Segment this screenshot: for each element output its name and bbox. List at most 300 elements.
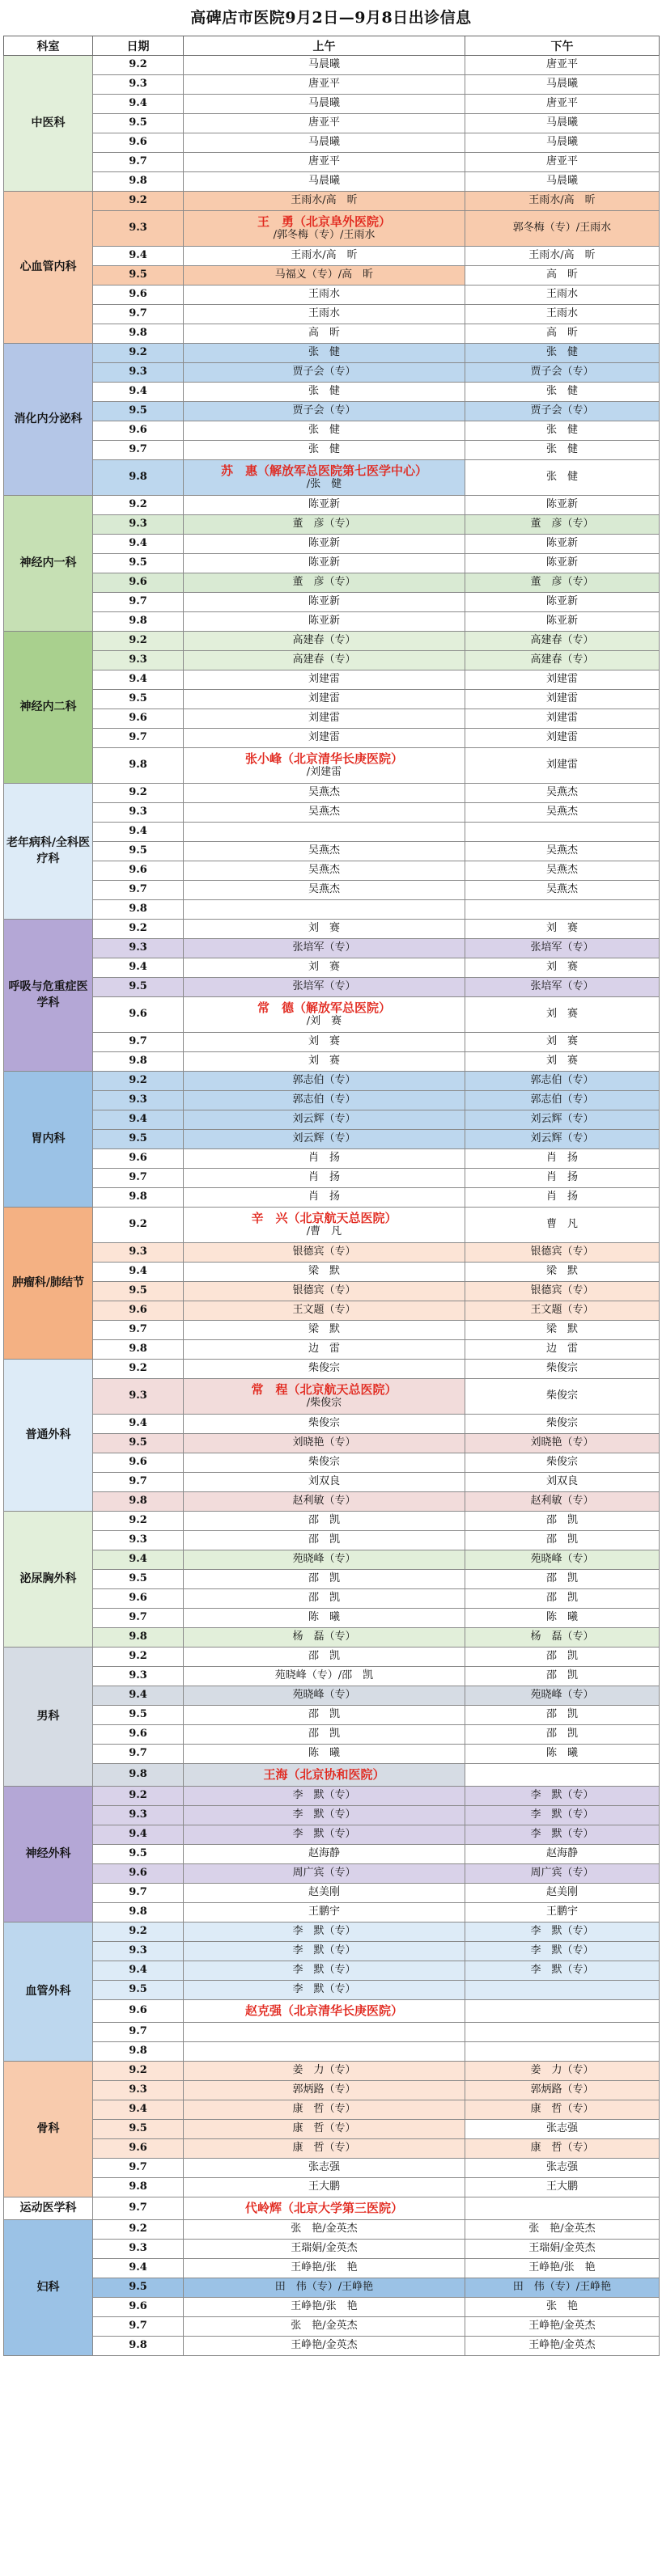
- table-row: [4, 1942, 660, 1961]
- afternoon-cell: 王雨水: [465, 305, 660, 324]
- date-cell: 9.4: [93, 1686, 184, 1706]
- date-cell: 9.6: [93, 133, 184, 153]
- afternoon-cell: 张志强: [465, 2120, 660, 2139]
- table-row: [4, 2240, 660, 2259]
- morning-cell: [184, 383, 465, 402]
- morning-doctor-text: /刘建雷: [306, 765, 342, 778]
- table-row: [4, 1825, 660, 1845]
- afternoon-cell: [465, 2000, 660, 2023]
- morning-cell: [184, 690, 465, 709]
- morning-doctor-text: /刘 赛: [306, 1014, 342, 1027]
- morning-doctor-text: 银德宾（专）: [292, 1284, 356, 1297]
- date-cell: 9.8: [93, 1492, 184, 1512]
- morning-cell: [184, 95, 465, 114]
- morning-doctor-text: 陈 曦: [308, 1611, 340, 1624]
- table-row: [4, 803, 660, 823]
- date-cell: 9.6: [93, 1864, 184, 1884]
- morning-doctor-text: 李 默（专）: [292, 1983, 356, 1996]
- morning-cell: [184, 1453, 465, 1473]
- visiting-expert-text: 赵克强（北京清华长庚医院）: [244, 2003, 403, 2018]
- table-row: [4, 1725, 660, 1745]
- date-cell: 9.3: [93, 939, 184, 958]
- morning-cell: [184, 172, 465, 192]
- afternoon-cell: 陈亚新: [465, 612, 660, 632]
- table-row: [4, 784, 660, 803]
- afternoon-cell: 张 健: [465, 344, 660, 363]
- table-row: [4, 95, 660, 114]
- afternoon-cell: 马晨曦: [465, 114, 660, 133]
- morning-cell: [184, 286, 465, 305]
- morning-doctor-text: 刘 赛: [308, 1035, 340, 1048]
- morning-cell: [184, 1628, 465, 1648]
- morning-doctor-text: 周广宾（专）: [292, 1867, 356, 1880]
- morning-doctor-text: 王雨水/高 昕: [291, 194, 358, 207]
- table-row: [4, 247, 660, 266]
- morning-cell: [184, 670, 465, 690]
- afternoon-cell: 吴燕杰: [465, 784, 660, 803]
- morning-cell: [184, 1321, 465, 1340]
- date-cell: 9.3: [93, 2081, 184, 2100]
- date-cell: 9.3: [93, 651, 184, 670]
- date-cell: 9.2: [93, 1922, 184, 1942]
- morning-doctor-text: 邵 凯: [308, 1728, 340, 1741]
- header-date: 日期: [93, 36, 184, 56]
- morning-doctor-text: 柴俊宗: [308, 1362, 340, 1375]
- date-cell: 9.5: [93, 1706, 184, 1725]
- afternoon-cell: 邵 凯: [465, 1531, 660, 1550]
- morning-cell: [184, 247, 465, 266]
- date-cell: 9.6: [93, 1725, 184, 1745]
- morning-doctor-text: 杨 磊（专）: [292, 1631, 356, 1643]
- afternoon-cell: 张培军（专）: [465, 978, 660, 997]
- date-cell: 9.6: [93, 1589, 184, 1609]
- table-row: [4, 535, 660, 554]
- morning-doctor-text: 王鹏宇: [308, 1906, 340, 1918]
- table-row: [4, 1609, 660, 1628]
- table-row: [4, 1072, 660, 1091]
- table-row: [4, 1033, 660, 1052]
- table-row: [4, 2278, 660, 2298]
- morning-cell: [184, 1282, 465, 1301]
- date-cell: 9.8: [93, 1903, 184, 1922]
- morning-doctor-text: 康 哲（专）: [292, 2142, 356, 2155]
- table-row: [4, 286, 660, 305]
- morning-cell: [184, 153, 465, 172]
- morning-cell: [184, 997, 465, 1033]
- morning-doctor-text: 陈亚新: [308, 615, 340, 628]
- table-row: [4, 114, 660, 133]
- morning-doctor-text: 王雨水: [308, 288, 340, 301]
- table-row: [4, 612, 660, 632]
- table-row: [4, 1903, 660, 1922]
- morning-doctor-text: 唐亚平: [308, 155, 340, 168]
- morning-cell: [184, 363, 465, 383]
- afternoon-cell: 邵 凯: [465, 1667, 660, 1686]
- afternoon-cell: 刘晓艳（专）: [465, 1434, 660, 1453]
- afternoon-cell: 贾子会（专）: [465, 363, 660, 383]
- date-cell: 9.6: [93, 2298, 184, 2317]
- date-cell: 9.4: [93, 1110, 184, 1130]
- date-cell: 9.7: [93, 1169, 184, 1188]
- morning-cell: [184, 114, 465, 133]
- date-cell: 9.2: [93, 1072, 184, 1091]
- morning-cell: [184, 1845, 465, 1864]
- visiting-expert-text: 辛 兴（北京航天总医院）: [251, 1211, 397, 1226]
- afternoon-cell: 李 默（专）: [465, 1922, 660, 1942]
- afternoon-cell: 田 伟（专）/王峥艳: [465, 2278, 660, 2298]
- afternoon-cell: 张 健: [465, 441, 660, 460]
- afternoon-cell: 李 默（专）: [465, 1942, 660, 1961]
- table-row: [4, 1321, 660, 1340]
- morning-doctor-text: 陈亚新: [308, 537, 340, 550]
- morning-doctor-text: 王峥艳/金英杰: [291, 2339, 358, 2352]
- morning-cell: [184, 2178, 465, 2197]
- morning-cell: [184, 515, 465, 535]
- afternoon-cell: 陈亚新: [465, 535, 660, 554]
- date-cell: 9.2: [93, 920, 184, 939]
- date-cell: 9.7: [93, 1609, 184, 1628]
- morning-cell: [184, 441, 465, 460]
- morning-doctor-text: /曹 凡: [306, 1225, 342, 1237]
- morning-cell: [184, 1903, 465, 1922]
- morning-cell: [184, 748, 465, 784]
- morning-doctor-text: 张 健: [308, 443, 340, 456]
- afternoon-cell: 王雨水/高 昕: [465, 247, 660, 266]
- morning-doctor-text: 张 艳/金英杰: [291, 2320, 358, 2333]
- date-cell: 9.5: [93, 402, 184, 421]
- afternoon-cell: 刘建雷: [465, 670, 660, 690]
- morning-doctor-text: 银德宾（专）: [292, 1246, 356, 1258]
- date-cell: 9.7: [93, 441, 184, 460]
- morning-doctor-text: 王文题（专）: [292, 1304, 356, 1317]
- morning-doctor-text: 郭炳路（专）: [292, 2083, 356, 2096]
- table-row: [4, 324, 660, 344]
- department-cell: 妇科: [4, 2220, 93, 2356]
- header-department: 科室: [4, 36, 93, 56]
- morning-cell: [184, 2139, 465, 2159]
- date-cell: 9.8: [93, 2042, 184, 2062]
- afternoon-cell: 赵利敏（专）: [465, 1492, 660, 1512]
- morning-cell: [184, 2337, 465, 2356]
- table-row: [4, 573, 660, 593]
- morning-cell: [184, 939, 465, 958]
- department-cell: 心血管内科: [4, 192, 93, 344]
- date-cell: 9.4: [93, 958, 184, 978]
- table-row: [4, 56, 660, 75]
- morning-doctor-text: 刘晓艳（专）: [292, 1436, 356, 1449]
- date-cell: 9.2: [93, 632, 184, 651]
- date-cell: 9.8: [93, 900, 184, 920]
- table-row: [4, 1806, 660, 1825]
- morning-doctor-text: 吴燕杰: [308, 864, 340, 877]
- morning-doctor-text: 刘 赛: [308, 922, 340, 935]
- table-row: [4, 441, 660, 460]
- morning-doctor-text: 马晨曦: [308, 175, 340, 188]
- table-row: [4, 1764, 660, 1787]
- department-cell: 泌尿胸外科: [4, 1512, 93, 1648]
- afternoon-cell: 高建春（专）: [465, 632, 660, 651]
- afternoon-cell: 唐亚平: [465, 95, 660, 114]
- morning-doctor-text: 姜 力（专）: [292, 2064, 356, 2077]
- date-cell: 9.4: [93, 383, 184, 402]
- morning-doctor-text: 吴燕杰: [308, 883, 340, 896]
- morning-cell: [184, 75, 465, 95]
- afternoon-cell: 刘 赛: [465, 1033, 660, 1052]
- visiting-expert-text: 王海（北京协和医院）: [263, 1766, 385, 1782]
- morning-cell: [184, 709, 465, 729]
- afternoon-cell: 梁 默: [465, 1263, 660, 1282]
- morning-doctor-text: 刘云辉（专）: [292, 1132, 356, 1145]
- afternoon-cell: 李 默（专）: [465, 1787, 660, 1806]
- date-cell: 9.2: [93, 192, 184, 211]
- morning-doctor-text: 柴俊宗: [308, 1456, 340, 1469]
- afternoon-cell: 苑晓峰（专）: [465, 1686, 660, 1706]
- date-cell: 9.7: [93, 1033, 184, 1052]
- afternoon-cell: 吴燕杰: [465, 881, 660, 900]
- morning-cell: [184, 2317, 465, 2337]
- table-row: [4, 1052, 660, 1072]
- department-cell: 神经内一科: [4, 496, 93, 632]
- morning-doctor-text: 邵 凯: [308, 1533, 340, 1546]
- date-cell: 9.7: [93, 153, 184, 172]
- date-cell: 9.4: [93, 535, 184, 554]
- afternoon-cell: 王文题（专）: [465, 1301, 660, 1321]
- morning-cell: [184, 958, 465, 978]
- date-cell: 9.3: [93, 211, 184, 247]
- department-cell: 肿瘤科/肺结节: [4, 1208, 93, 1360]
- afternoon-cell: [465, 2197, 660, 2220]
- morning-cell: [184, 1825, 465, 1845]
- table-row: [4, 1787, 660, 1806]
- morning-cell: [184, 632, 465, 651]
- date-cell: 9.3: [93, 1531, 184, 1550]
- table-row: [4, 1110, 660, 1130]
- morning-cell: [184, 211, 465, 247]
- date-cell: 9.8: [93, 1340, 184, 1360]
- table-row: [4, 2000, 660, 2023]
- afternoon-cell: 吴燕杰: [465, 861, 660, 881]
- date-cell: 9.7: [93, 2023, 184, 2042]
- morning-cell: [184, 2278, 465, 2298]
- afternoon-cell: 王鹏宇: [465, 1903, 660, 1922]
- date-cell: 9.4: [93, 2100, 184, 2120]
- table-row: [4, 1512, 660, 1531]
- date-cell: 9.5: [93, 978, 184, 997]
- morning-doctor-text: 肖 扬: [308, 1171, 340, 1184]
- table-row: [4, 2298, 660, 2317]
- afternoon-cell: [465, 2042, 660, 2062]
- afternoon-cell: 肖 扬: [465, 1149, 660, 1169]
- date-cell: 9.5: [93, 1981, 184, 2000]
- morning-doctor-text: 刘建雷: [308, 673, 340, 686]
- morning-doctor-text: 肖 扬: [308, 1191, 340, 1203]
- morning-doctor-text: 刘云辉（专）: [292, 1113, 356, 1126]
- table-row: [4, 1340, 660, 1360]
- department-cell: 中医科: [4, 56, 93, 192]
- table-row: [4, 172, 660, 192]
- table-row: [4, 75, 660, 95]
- date-cell: 9.4: [93, 1961, 184, 1981]
- table-row: [4, 651, 660, 670]
- table-row: [4, 554, 660, 573]
- morning-cell: [184, 1922, 465, 1942]
- afternoon-cell: 高建春（专）: [465, 651, 660, 670]
- afternoon-cell: 郭志伯（专）: [465, 1091, 660, 1110]
- morning-doctor-text: 张 健: [308, 346, 340, 359]
- table-row: [4, 900, 660, 920]
- morning-cell: [184, 2081, 465, 2100]
- table-row: [4, 305, 660, 324]
- afternoon-cell: 柴俊宗: [465, 1379, 660, 1415]
- morning-doctor-text: 王雨水: [308, 307, 340, 320]
- morning-doctor-text: 吴燕杰: [308, 806, 340, 818]
- afternoon-cell: 刘云辉（专）: [465, 1130, 660, 1149]
- afternoon-cell: 邵 凯: [465, 1706, 660, 1725]
- morning-cell: [184, 1379, 465, 1415]
- morning-doctor-text: 王大鹏: [308, 2181, 340, 2193]
- afternoon-cell: 董 彦（专）: [465, 515, 660, 535]
- date-cell: 9.7: [93, 2317, 184, 2337]
- morning-cell: [184, 1208, 465, 1243]
- morning-cell: [184, 1589, 465, 1609]
- table-row: [4, 344, 660, 363]
- department-cell: 普通外科: [4, 1360, 93, 1512]
- afternoon-cell: 马晨曦: [465, 133, 660, 153]
- table-row: [4, 939, 660, 958]
- morning-cell: [184, 1149, 465, 1169]
- afternoon-cell: 陈亚新: [465, 593, 660, 612]
- table-row: [4, 632, 660, 651]
- morning-doctor-text: 柴俊宗: [308, 1417, 340, 1430]
- date-cell: 9.6: [93, 709, 184, 729]
- table-row: [4, 2023, 660, 2042]
- table-row: [4, 1263, 660, 1282]
- date-cell: 9.2: [93, 784, 184, 803]
- morning-doctor-text: 邵 凯: [308, 1514, 340, 1527]
- afternoon-cell: [465, 823, 660, 842]
- morning-cell: [184, 1981, 465, 2000]
- table-row: [4, 881, 660, 900]
- afternoon-cell: 刘建雷: [465, 709, 660, 729]
- morning-cell: [184, 593, 465, 612]
- morning-cell: [184, 460, 465, 496]
- morning-doctor-text: 刘 赛: [308, 1055, 340, 1068]
- morning-doctor-text: 王雨水/高 昕: [291, 249, 358, 262]
- table-row: [4, 421, 660, 441]
- morning-cell: [184, 573, 465, 593]
- morning-doctor-text: 邵 凯: [308, 1708, 340, 1721]
- afternoon-cell: 贾子会（专）: [465, 402, 660, 421]
- morning-doctor-text: 康 哲（专）: [292, 2122, 356, 2135]
- morning-cell: [184, 1033, 465, 1052]
- date-cell: 9.6: [93, 286, 184, 305]
- morning-doctor-text: 苑晓峰（专）/邵 凯: [274, 1669, 374, 1682]
- date-cell: 9.7: [93, 593, 184, 612]
- morning-cell: [184, 1263, 465, 1282]
- afternoon-cell: 吴燕杰: [465, 842, 660, 861]
- table-row: [4, 1706, 660, 1725]
- afternoon-cell: 刘建雷: [465, 729, 660, 748]
- morning-cell: [184, 1787, 465, 1806]
- table-row: [4, 1845, 660, 1864]
- afternoon-cell: 高 昕: [465, 266, 660, 286]
- morning-doctor-text: 梁 默: [308, 1323, 340, 1336]
- date-cell: 9.6: [93, 861, 184, 881]
- table-row: [4, 383, 660, 402]
- table-row: [4, 2100, 660, 2120]
- morning-doctor-text: 王峥艳/张 艳: [291, 2300, 358, 2313]
- department-cell: 男科: [4, 1648, 93, 1787]
- morning-doctor-text: 王瑞娟/金英杰: [291, 2242, 358, 2255]
- morning-doctor-text: 陈亚新: [308, 498, 340, 511]
- date-cell: 9.8: [93, 2337, 184, 2356]
- afternoon-cell: 李 默（专）: [465, 1961, 660, 1981]
- morning-cell: [184, 2042, 465, 2062]
- department-cell: 呼吸与危重症医学科: [4, 920, 93, 1072]
- date-cell: 9.5: [93, 2120, 184, 2139]
- afternoon-cell: 李 默（专）: [465, 1825, 660, 1845]
- morning-cell: [184, 2159, 465, 2178]
- date-cell: 9.7: [93, 2197, 184, 2220]
- morning-doctor-text: 马晨曦: [308, 136, 340, 149]
- date-cell: 9.4: [93, 1825, 184, 1845]
- date-cell: 9.2: [93, 2220, 184, 2240]
- table-row: [4, 861, 660, 881]
- afternoon-cell: 唐亚平: [465, 153, 660, 172]
- table-row: [4, 958, 660, 978]
- morning-doctor-text: 王峥艳/张 艳: [291, 2261, 358, 2274]
- morning-doctor-text: 苑晓峰（专）: [292, 1689, 356, 1702]
- date-cell: 9.6: [93, 421, 184, 441]
- table-row: [4, 1550, 660, 1570]
- afternoon-cell: 邵 凯: [465, 1570, 660, 1589]
- afternoon-cell: 王峥艳/张 艳: [465, 2259, 660, 2278]
- morning-cell: [184, 1745, 465, 1764]
- date-cell: 9.3: [93, 1379, 184, 1415]
- morning-cell: [184, 266, 465, 286]
- morning-doctor-text: 马福义（专）/高 昕: [274, 269, 374, 281]
- morning-cell: [184, 1609, 465, 1628]
- morning-doctor-text: 赵美刚: [308, 1886, 340, 1899]
- date-cell: 9.2: [93, 1360, 184, 1379]
- afternoon-cell: 肖 扬: [465, 1169, 660, 1188]
- table-row: [4, 1434, 660, 1453]
- afternoon-cell: 邵 凯: [465, 1589, 660, 1609]
- table-row: [4, 709, 660, 729]
- afternoon-cell: 马晨曦: [465, 75, 660, 95]
- afternoon-cell: 刘 赛: [465, 1052, 660, 1072]
- morning-cell: [184, 1243, 465, 1263]
- morning-cell: [184, 1725, 465, 1745]
- morning-cell: [184, 535, 465, 554]
- morning-cell: [184, 1110, 465, 1130]
- date-cell: 9.2: [93, 2062, 184, 2081]
- afternoon-cell: 银德宾（专）: [465, 1282, 660, 1301]
- date-cell: 9.5: [93, 2278, 184, 2298]
- date-cell: 9.6: [93, 2139, 184, 2159]
- afternoon-cell: 梁 默: [465, 1321, 660, 1340]
- date-cell: 9.8: [93, 1188, 184, 1208]
- morning-cell: [184, 2220, 465, 2240]
- visiting-expert-text: 常 德（解放军总医院）: [257, 1000, 391, 1016]
- morning-cell: [184, 1864, 465, 1884]
- morning-doctor-text: 刘建雷: [308, 712, 340, 725]
- morning-cell: [184, 1301, 465, 1321]
- schedule-table: [3, 36, 660, 2356]
- morning-doctor-text: 张培军（专）: [292, 941, 356, 954]
- morning-doctor-text: 李 默（专）: [292, 1944, 356, 1957]
- table-row: [4, 1589, 660, 1609]
